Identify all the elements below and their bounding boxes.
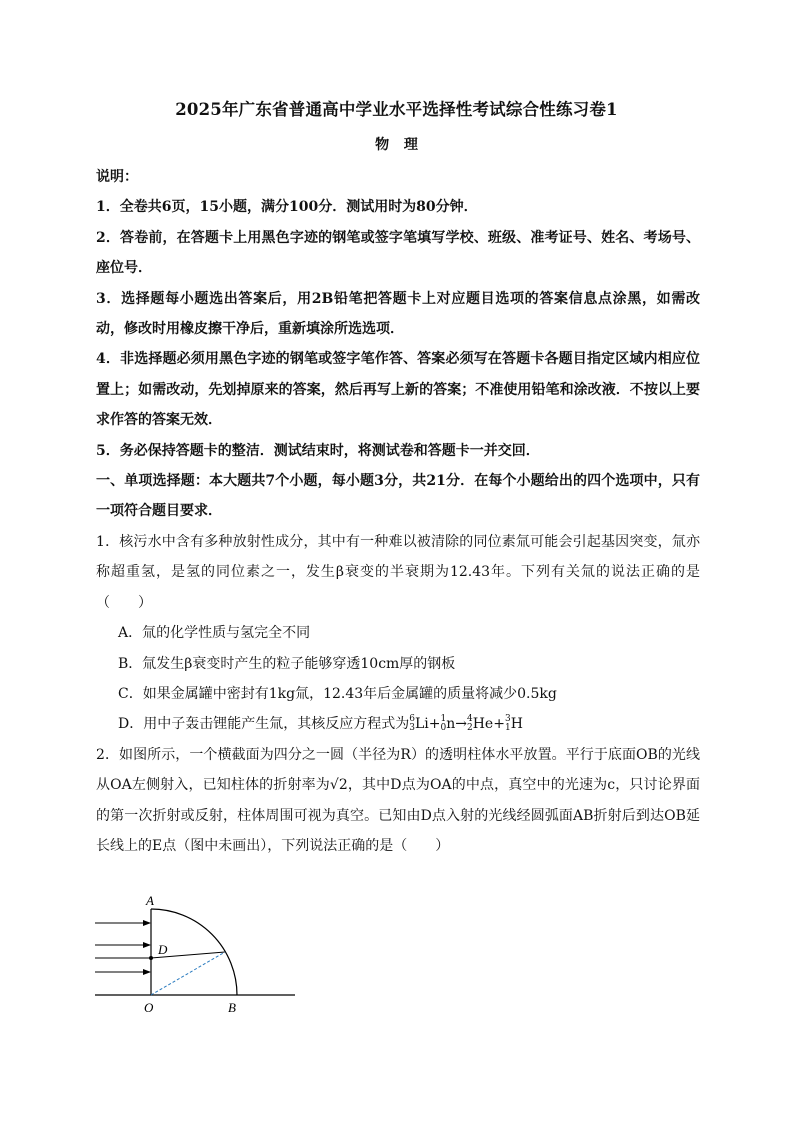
dashed-radius	[151, 952, 225, 995]
label-o: O	[144, 1000, 154, 1015]
exam-title: 2025年广东省普通高中学业水平选择性考试综合性练习卷1	[175, 100, 618, 119]
nuclear-equation: 6 3Li+1 0n→4 2He+3 1H	[409, 714, 523, 734]
label-b: B	[228, 1000, 236, 1015]
point-d	[149, 956, 153, 960]
option-d-text: D．用中子轰击锂能产生氚，其核反应方程式为	[118, 716, 410, 733]
question-1-option-a: A．氚的化学性质与氢完全不同	[118, 625, 311, 642]
note-item-5: 5．务必保持答题卡的整洁．测试结束时，将测试卷和答题卡一并交回．	[96, 442, 540, 459]
quarter-circle-figure	[90, 892, 300, 1018]
note-item-1: 1．全卷共6页，15小题，满分100分．测试用时为80分钟．	[96, 199, 478, 216]
label-d: D	[158, 942, 168, 957]
note-item-3: 3．选择题每小题选出答案后，用2B铅笔把答题卡上对应题目选项的答案信息点涂黑，如需改动，修改时用橡皮擦干净后，重新填涂所选选项．	[96, 290, 700, 338]
question-1-stem: 1．核污水中含有多种放射性成分，其中有一种难以被清除的同位素氚可能会引起基因突变，氚亦称超重氢，是氢的同位素之一，发生β衰变的半衰期为12.43年。下列有关氚的说法正确的是（ ）	[96, 533, 700, 611]
label-a: A	[146, 893, 154, 908]
subject-label: 物 理	[375, 137, 418, 153]
note-item-2: 2．答卷前，在答题卡上用黑色字迹的钢笔或签字笔填写学校、班级、准考证号、姓名、考场号、座位号．	[96, 229, 700, 277]
question-2-stem: 2．如图所示，一个横截面为四分之一圆（半径为R）的透明柱体水平放置。平行于底面OB的光线从OA左侧射入，已知柱体的折射率为√2，其中D点为OA的中点，真空中的光速为c，只讨论界面的第一次折射或反射，柱体周围可视为真空。已知由D点入射的光线经圆弧面AB折射后到达OB延长线上的E点（图中未画出），下列说法正确的是（ ）	[96, 746, 700, 854]
notes-heading: 说明：	[96, 169, 138, 185]
exam-body	[96, 162, 700, 861]
section-heading: 一、单项选择题：本大题共7个小题，每小题3分，共21分．在每个小题给出的四个选项中，只有一项符合题目要求．	[96, 473, 700, 520]
question-1-option-c: C．如果金属罐中密封有1kg氚，12.43年后金属罐的质量将减少0.5kg	[118, 685, 557, 702]
question-1-option-d	[96, 709, 700, 739]
note-item-4: 4．非选择题必须用黑色字迹的钢笔或签字笔作答、答案必须写在答题卡各题目指定区域内相应位置上；如需改动，先划掉原来的答案，然后再写上新的答案；不准使用铅笔和涂改液．不按以上要求作答的答案无效．	[96, 351, 700, 429]
question-1-option-b: B．氚发生β衰变时产生的粒子能够穿透10cm厚的钢板	[118, 655, 456, 672]
